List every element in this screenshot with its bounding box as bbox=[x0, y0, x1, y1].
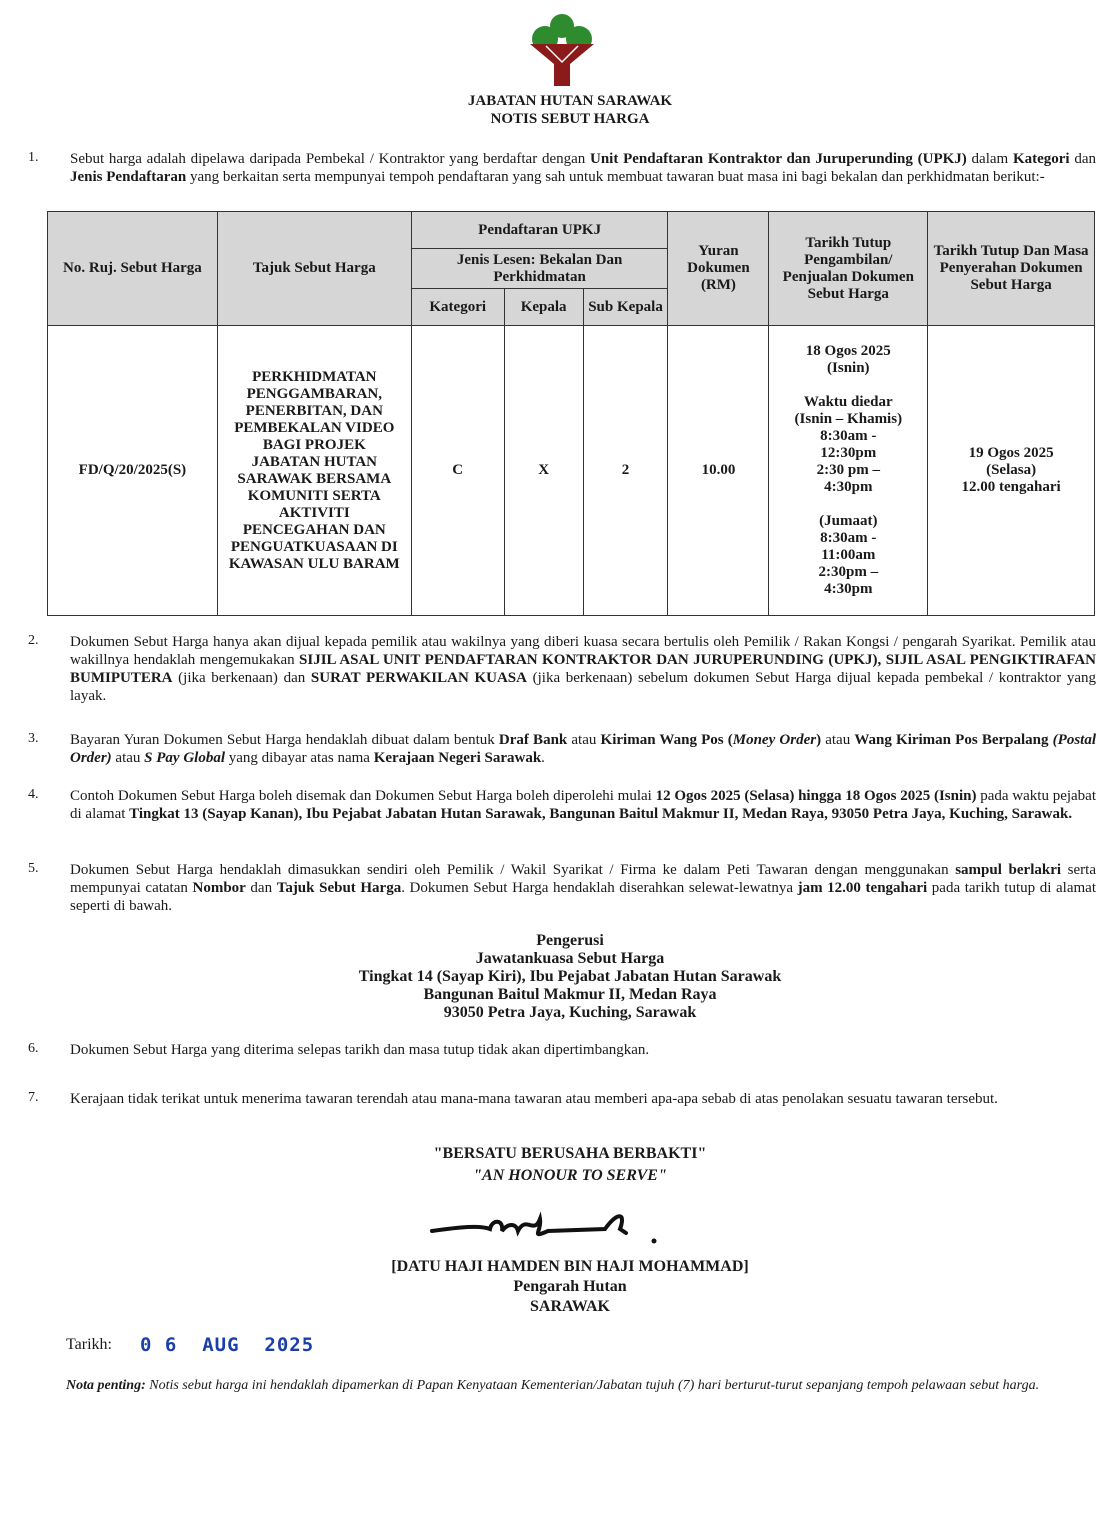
cell-fee: 10.00 bbox=[668, 326, 769, 616]
note-text: Notis sebut harga ini hendaklah dipamerkan di Papan Kenyataan Kementerian/Jabatan tujuh (7) hari berturut-turut sepanjang tempoh pelawaan sebut harga. bbox=[145, 1378, 1040, 1393]
text-segment: Wang Kiriman Pos Berpalang bbox=[854, 732, 1053, 748]
header-upkj: Pendaftaran UPKJ bbox=[411, 212, 668, 249]
date-label: Tarikh: bbox=[66, 1336, 112, 1353]
cell-line: 8:30am - bbox=[820, 428, 877, 444]
cell-sale-close bbox=[769, 326, 928, 616]
cell-subhead: 2 bbox=[583, 326, 668, 616]
document-title: NOTIS SEBUT HARGA bbox=[490, 111, 650, 127]
signatory-name: [DATU HAJI HAMDEN BIN HAJI MOHAMMAD] bbox=[391, 1258, 749, 1275]
header-head: Kepala bbox=[504, 289, 583, 326]
text-segment: . Dokumen Sebut Harga hendaklah diserahkan selewat-lewatnya bbox=[401, 880, 798, 896]
important-note bbox=[66, 1377, 1076, 1394]
text-segment: Kategori bbox=[1012, 151, 1070, 167]
cell-line: 12.00 tengahari bbox=[961, 479, 1061, 495]
header-submit-close: Tarikh Tutup Dan Masa Penyerahan Dokumen Sebut Harga bbox=[928, 212, 1095, 326]
text-segment: SIJIL ASAL UNIT PENDAFTARAN KONTRAKTOR DAN JURUPERUNDING (UPKJ), SIJIL ASAL PENGIKTIRAFAN BUMIPUTERA bbox=[70, 652, 1096, 686]
text-segment: Money Order bbox=[732, 732, 817, 748]
address-line: Tingkat 14 (Sayap Kiri), Ibu Pejabat Jabatan Hutan Sarawak bbox=[358, 968, 782, 985]
text-segment: ) bbox=[816, 732, 822, 748]
text-segment: Kerajaan tidak terikat untuk menerima tawaran terendah atau mana-mana tawaran atau memberi apa-apa sebab di atas penolakan sesuatu tawaran tersebut. bbox=[70, 1091, 998, 1107]
motto-malay: "BERSATU BERUSAHA BERBAKTI" bbox=[433, 1145, 707, 1162]
cell-line: 2:30 pm – bbox=[816, 462, 880, 478]
text-segment: Tingkat 13 (Sayap Kanan), Ibu Pejabat Jabatan Hutan Sarawak, Bangunan Baitul Makmur II, Medan Raya, 93050 Petra Jaya, Kuching, Sarawak. bbox=[129, 806, 1073, 822]
text-segment: yang dibayar atas nama bbox=[225, 750, 374, 766]
paragraph-number: 5. bbox=[28, 861, 39, 876]
date-stamp: 0 6 AUG 2025 bbox=[140, 1334, 315, 1356]
text-segment: (jika berkenaan) sebelum dokumen Sebut Harga dijual kepada pembekal / kontraktor yang layak. bbox=[70, 670, 1096, 704]
quotation-table bbox=[47, 211, 1095, 616]
text-segment: atau bbox=[821, 732, 855, 748]
text-segment: Draf Bank bbox=[498, 732, 568, 748]
text-segment: Kerajaan Negeri Sarawak bbox=[373, 750, 542, 766]
text-segment: Bayaran Yuran Dokumen Sebut Harga hendaklah dibuat dalam bentuk bbox=[70, 732, 499, 748]
paragraph-text bbox=[70, 1090, 1096, 1108]
cell-line: Waktu diedar bbox=[803, 394, 893, 410]
header-sale-close: Tarikh Tutup Pengambilan/ Penjualan Dokumen Sebut Harga bbox=[769, 212, 928, 326]
text-segment: Contoh Dokumen Sebut Harga boleh disemak dan Dokumen Sebut Harga boleh diperolehi mulai bbox=[70, 788, 656, 804]
table-row bbox=[48, 326, 1095, 616]
cell-category: C bbox=[411, 326, 504, 616]
paragraph-text bbox=[70, 861, 1096, 915]
text-segment: Unit Pendaftaran Kontraktor dan Juruperunding (UPKJ) bbox=[590, 151, 967, 167]
paragraph-number: 4. bbox=[28, 787, 39, 802]
cell-line: (Selasa) bbox=[986, 462, 1037, 478]
text-segment: serta mempunyai catatan bbox=[70, 862, 1096, 896]
text-segment: Dokumen Sebut Harga yang diterima selepas tarikh dan masa tutup tidak akan dipertimbangkan. bbox=[70, 1042, 650, 1058]
cell-line: (Isnin) bbox=[827, 360, 870, 376]
text-segment: Sebut harga adalah dipelawa daripada Pembekal / Kontraktor yang berdaftar dengan bbox=[70, 151, 590, 167]
paragraph-text bbox=[70, 150, 1096, 186]
signatory-title: Pengarah Hutan bbox=[513, 1278, 627, 1295]
cell-line: 18 Ogos 2025 bbox=[805, 343, 891, 359]
text-segment: 12 Ogos 2025 (Selasa) hingga 18 Ogos 2025 (Isnin) bbox=[655, 788, 977, 804]
address-line: 93050 Petra Jaya, Kuching, Sarawak bbox=[443, 1004, 697, 1021]
text-segment: Jenis Pendaftaran bbox=[70, 169, 187, 185]
text-segment: Nombor bbox=[192, 880, 246, 896]
tree-logo bbox=[526, 12, 598, 86]
cell-submit-close bbox=[928, 326, 1095, 616]
header-ref: No. Ruj. Sebut Harga bbox=[48, 212, 218, 326]
paragraph-number: 7. bbox=[28, 1090, 39, 1105]
paragraph-number: 3. bbox=[28, 731, 39, 746]
cell-line: 19 Ogos 2025 bbox=[968, 445, 1054, 461]
signature bbox=[430, 1205, 660, 1250]
paragraph-number: 2. bbox=[28, 633, 39, 648]
text-segment: pada tarikh tutup di alamat seperti di bawah. bbox=[70, 880, 1096, 914]
header-title: Tajuk Sebut Harga bbox=[217, 212, 411, 326]
text-segment: jam 12.00 tengahari bbox=[797, 880, 928, 896]
cell-line: 12:30pm bbox=[820, 445, 877, 461]
cell-line: (Jumaat) bbox=[819, 513, 878, 529]
text-segment: atau bbox=[567, 732, 601, 748]
cell-line: 11:00am bbox=[821, 547, 876, 563]
paragraph-text bbox=[70, 1041, 1096, 1059]
header-fee: Yuran Dokumen (RM) bbox=[668, 212, 769, 326]
cell-line: 4:30pm bbox=[824, 581, 873, 597]
text-segment: dan bbox=[245, 880, 277, 896]
text-segment: yang berkaitan serta mempunyai tempoh pendaftaran yang sah untuk membuat tawaran buat masa ini bagi bekalan dan perkhidmatan berikut:- bbox=[186, 169, 1045, 185]
cell-ref: FD/Q/20/2025(S) bbox=[48, 326, 218, 616]
paragraph-text bbox=[70, 731, 1096, 767]
text-segment: Dokumen Sebut Harga hendaklah dimasukkan sendiri oleh Pemilik / Wakil Syarikat / Firma ke dalam Peti Tawaran dengan menggunakan bbox=[70, 862, 956, 878]
paragraph-number: 6. bbox=[28, 1041, 39, 1056]
text-segment: . bbox=[541, 750, 545, 766]
address-line: Pengerusi bbox=[536, 932, 604, 949]
text-segment: S Pay Global bbox=[144, 750, 225, 766]
paragraph-text bbox=[70, 787, 1096, 823]
cell-head: X bbox=[504, 326, 583, 616]
cell-line: (Isnin – Khamis) bbox=[794, 411, 903, 427]
text-segment: (jika berkenaan) dan bbox=[172, 670, 311, 686]
text-segment: Dokumen Sebut Harga hanya akan dijual kepada pemilik atau wakilnya yang diberi kuasa secara bertulis oleh Pemilik / Rakan Kongsi / pengarah Syarikat. Pemilik atau wakillnya hendaklah mengemukakan bbox=[70, 634, 1096, 668]
cell-line: 2:30pm – bbox=[818, 564, 879, 580]
header-license: Jenis Lesen: Bekalan Dan Perkhidmatan bbox=[411, 249, 668, 289]
header-subhead: Sub Kepala bbox=[583, 289, 668, 326]
text-segment: pada waktu pejabat di alamat bbox=[70, 788, 1096, 822]
motto-english: "AN HONOUR TO SERVE" bbox=[473, 1167, 667, 1184]
cell-line: 4:30pm bbox=[824, 479, 873, 495]
cell-title: PERKHIDMATAN PENGGAMBARAN, PENERBITAN, DAN PEMBEKALAN VIDEO BAGI PROJEK JABATAN HUTAN SARAWAK BERSAMA KOMUNITI SERTA AKTIVITI PENCEGAHAN DAN PENGUATKUASAAN DI KAWASAN ULU BARAM bbox=[217, 326, 411, 616]
paragraph-number: 1. bbox=[28, 150, 39, 165]
paragraph-text bbox=[70, 633, 1096, 705]
text-segment: dan bbox=[1069, 151, 1096, 167]
text-segment: SURAT PERWAKILAN KUASA bbox=[310, 670, 527, 686]
note-label: Nota penting: bbox=[66, 1378, 146, 1393]
text-segment: sampul berlakri bbox=[955, 862, 1062, 878]
text-segment: Kiriman Wang Pos ( bbox=[600, 732, 733, 748]
cell-line: 8:30am - bbox=[820, 530, 877, 546]
text-segment: (Postal Order) bbox=[70, 732, 1096, 766]
header-category: Kategori bbox=[411, 289, 504, 326]
signatory-state: SARAWAK bbox=[529, 1298, 610, 1315]
text-segment: dalam bbox=[966, 151, 1013, 167]
address-line: Bangunan Baitul Makmur II, Medan Raya bbox=[423, 986, 717, 1003]
cell-line bbox=[772, 496, 924, 513]
text-segment: Tajuk Sebut Harga bbox=[276, 880, 402, 896]
cell-line bbox=[772, 377, 924, 394]
text-segment: atau bbox=[111, 750, 145, 766]
organization-name: JABATAN HUTAN SARAWAK bbox=[467, 93, 673, 109]
address-line: Jawatankuasa Sebut Harga bbox=[475, 950, 665, 967]
